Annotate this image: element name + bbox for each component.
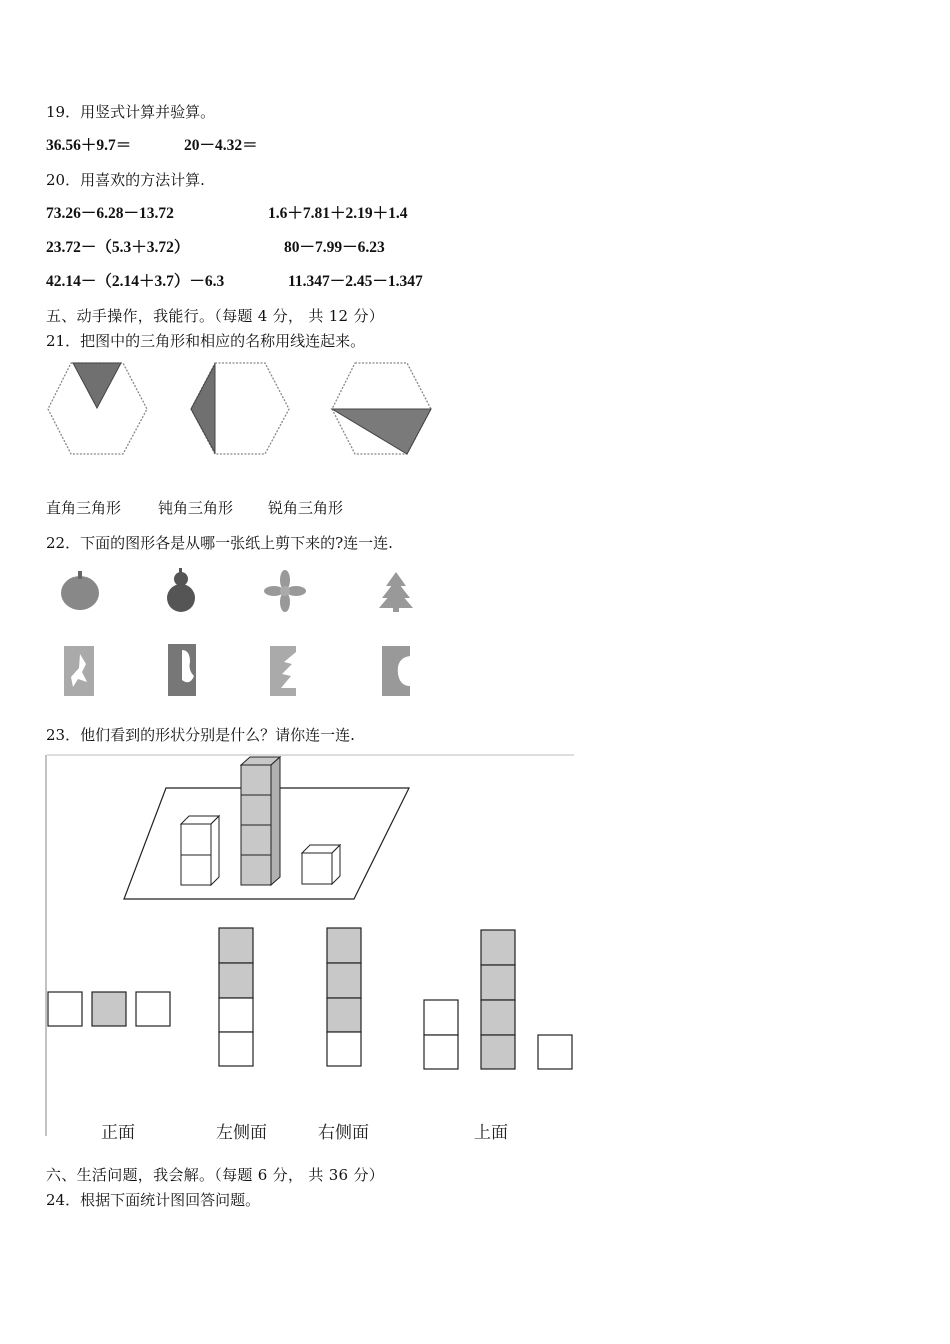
q20-expr-1a: 73.26－6.28－13.72 — [46, 205, 174, 222]
q21-hexagon-figures — [44, 360, 444, 458]
hexagon-3 — [332, 363, 431, 454]
cube-stack-tall — [241, 757, 280, 885]
q20-expr-1b: 1.6＋7.81＋2.19＋1.4 — [268, 205, 408, 222]
q23-cube-views-figure — [44, 752, 576, 1142]
q19-title: 19．用竖式计算并验算。 — [46, 103, 216, 121]
hexagon-1 — [48, 363, 147, 454]
q23-title: 23．他们看到的形状分别是什么？请你连一连. — [46, 726, 355, 744]
q20-expr-3a: 42.14－（2.14＋3.7）－6.3 — [46, 273, 225, 290]
hexagon-2 — [191, 363, 289, 454]
q20-expr-2a: 23.72－（5.3＋3.72） — [46, 239, 190, 256]
q22-cutout-figures — [50, 566, 430, 706]
cube-single-right — [302, 845, 340, 884]
section-6-heading: 六、生活问题，我会解。（每题 6 分， 共 36 分） — [46, 1166, 385, 1184]
flower-shape[interactable] — [264, 570, 306, 612]
q22-title: 22．下面的图形各是从哪一张纸上剪下来的?连一连. — [46, 534, 393, 552]
view-left-side[interactable] — [219, 928, 253, 1066]
tree-shape[interactable] — [379, 572, 413, 612]
paper-with-tree-cutout[interactable] — [270, 646, 296, 696]
section-5-heading: 五、动手操作，我能行。（每题 4 分， 共 12 分） — [46, 307, 385, 325]
triangle-name-acute[interactable]: 锐角三角形 — [268, 499, 344, 517]
q19-expr-1: 36.56＋9.7＝ — [46, 137, 132, 154]
q20-title: 20．用喜欢的方法计算. — [46, 171, 205, 189]
q19-expr-2: 20－4.32＝ — [184, 137, 258, 154]
triangle-name-right[interactable]: 直角三角形 — [46, 499, 122, 517]
view-right-side[interactable] — [327, 928, 361, 1066]
paper-with-apple-cutout[interactable] — [382, 646, 410, 696]
view-label-right[interactable]: 右侧面 — [318, 1123, 369, 1143]
view-label-front[interactable]: 正面 — [101, 1123, 135, 1143]
q21-title: 21．把图中的三角形和相应的名称用线连起来。 — [46, 332, 366, 350]
gourd-shape[interactable] — [167, 568, 195, 612]
q20-expr-2b: 80－7.99－6.23 — [284, 239, 385, 256]
cube-stack-left — [181, 816, 219, 885]
view-top[interactable] — [424, 930, 572, 1069]
view-label-top[interactable]: 上面 — [474, 1123, 508, 1143]
triangle-name-obtuse[interactable]: 钝角三角形 — [158, 499, 234, 517]
q24-title: 24．根据下面统计图回答问题。 — [46, 1191, 261, 1209]
apple-shape[interactable] — [61, 571, 99, 610]
paper-with-flower-cutout[interactable] — [64, 646, 94, 696]
q20-expr-3b: 11.347－2.45－1.347 — [288, 273, 423, 290]
view-label-left[interactable]: 左侧面 — [216, 1123, 267, 1143]
paper-with-gourd-cutout[interactable] — [168, 644, 196, 696]
view-front[interactable] — [48, 992, 170, 1026]
